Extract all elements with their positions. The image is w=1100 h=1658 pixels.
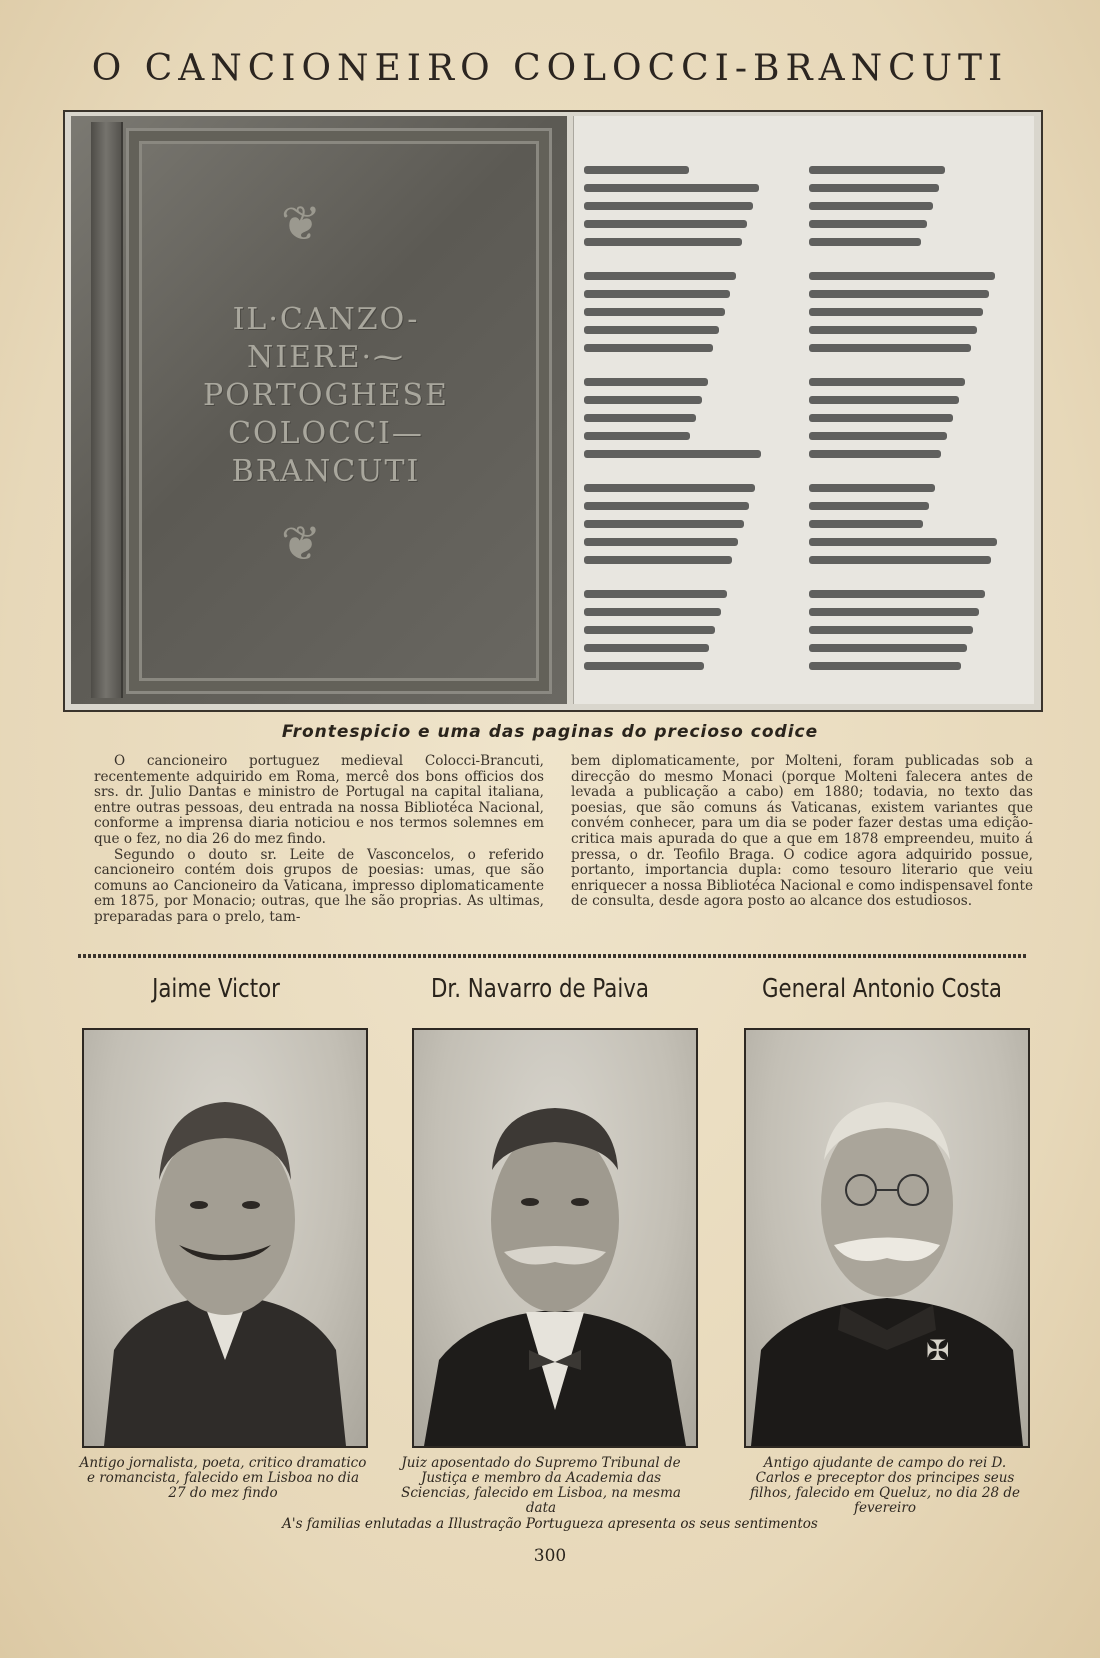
manuscript-stroke: [584, 166, 689, 174]
manuscript-page-image: [573, 116, 1034, 704]
book-cover-lettering: [151, 301, 501, 491]
manuscript-stroke: [584, 238, 742, 246]
manuscript-stroke: [809, 662, 961, 670]
manuscript-stroke: [584, 538, 738, 546]
manuscript-stroke: [809, 396, 959, 404]
manuscript-stroke: [809, 414, 953, 422]
manuscript-stroke: [584, 378, 708, 386]
manuscript-stroke: [584, 414, 696, 422]
manuscript-stroke: [809, 432, 947, 440]
portrait-bio-jaime-victor: Antigo jornalista, poeta, critico dramatico e romancista, falecido em Lisboa no dia 27 do mez findo: [79, 1455, 367, 1501]
codex-photograph: [63, 110, 1043, 712]
book-cover-image: [71, 116, 567, 704]
manuscript-stroke: [584, 184, 759, 192]
manuscript-stroke: [809, 202, 933, 210]
article-column-left: [94, 754, 544, 926]
manuscript-stroke: [584, 590, 727, 598]
article-title: O CANCIONEIRO COLOCCI-BRANCUTI: [91, 48, 1009, 89]
manuscript-stroke: [584, 220, 747, 228]
manuscript-stroke: [809, 378, 965, 386]
book-spine: [91, 122, 123, 698]
manuscript-stroke: [809, 308, 983, 316]
manuscript-stroke: [809, 184, 939, 192]
portrait-navarro-de-paiva: [412, 1028, 698, 1448]
cover-line: COLOCCI—: [228, 416, 424, 451]
manuscript-stroke: [809, 344, 971, 352]
portrait-bio-navarro-de-paiva: Juiz aposentado do Supremo Tribunal de Justiça e membro da Academia das Sciencias, falecido em Lisboa, na mesma data: [401, 1455, 681, 1516]
manuscript-stroke: [584, 450, 761, 458]
portrait-name-navarro-de-paiva: Dr. Navarro de Paiva: [431, 974, 649, 1004]
cover-line: NIERE·⁓: [246, 340, 406, 375]
manuscript-stroke: [809, 502, 929, 510]
paragraph: O cancioneiro portuguez medieval Colocci-Brancuti, recentemente adquirido em Roma, mercê dos bons officios dos srs. dr. Julio Dantas e ministro de Portugal na capital italiana, entre outras pessoas, deu entrada na nossa Bibliotéca Nacional, conforme a imprensa diaria noticiou e nos termos solemnes em que o fez, no dia 26 do mez findo.: [94, 753, 544, 847]
portrait-antonio-costa: [744, 1028, 1030, 1448]
cover-ornament-bottom-icon: ❦: [280, 518, 322, 571]
manuscript-stroke: [584, 556, 732, 564]
manuscript-stroke: [809, 608, 979, 616]
paragraph: Segundo o douto sr. Leite de Vasconcelos, o referido cancioneiro contém dois grupos de poesias: umas, que são comuns ao Cancioneiro da Vaticana, impresso diplomaticamente em 1875, por Monacio; outras, que lhe são proprias. As ultimas, preparadas para o prelo, tam-: [94, 846, 544, 925]
manuscript-stroke: [584, 608, 721, 616]
portrait-jaime-victor: [82, 1028, 368, 1448]
manuscript-stroke: [809, 326, 977, 334]
manuscript-stroke: [809, 538, 997, 546]
manuscript-stroke: [809, 220, 927, 228]
manuscript-stroke: [584, 662, 704, 670]
manuscript-stroke: [809, 272, 995, 280]
cover-line: PORTOGHESE: [203, 378, 449, 413]
manuscript-stroke: [584, 644, 709, 652]
manuscript-stroke: [584, 308, 725, 316]
portrait-bio-antonio-costa: Antigo ajudante de campo do rei D. Carlos e preceptor dos principes seus filhos, falecido em Queluz, no dia 28 de fevereiro: [750, 1455, 1020, 1516]
manuscript-stroke: [809, 166, 945, 174]
manuscript-stroke: [584, 502, 749, 510]
manuscript-stroke: [809, 626, 973, 634]
portrait-name-antonio-costa: General Antonio Costa: [761, 974, 1003, 1004]
manuscript-stroke: [809, 238, 921, 246]
manuscript-stroke: [584, 202, 753, 210]
manuscript-stroke: [584, 344, 713, 352]
section-divider: [78, 954, 1028, 958]
page-number: 300: [533, 1546, 567, 1566]
manuscript-stroke: [809, 290, 989, 298]
paragraph: bem diplomaticamente, por Molteni, foram publicadas sob a direcção do mesmo Monaci (porque Molteni falecera antes de levada a publicação a cabo) em 1880; todavia, no texto das poesias, que são comuns ás Vaticanas, existem variantes que convém conhecer, para um dia se poder fazer destas uma edição-critica mais apurada do que a que em 1878 empreendeu, muito á pressa, o dr. Teofilo Braga. O codice agora adquirido possue, portanto, importancia dupla: como tesouro literario que veiu enriquecer a nossa Bibliotéca Nacional e como indispensavel fonte de consulta, desde agora posto ao alcance dos estudiosos.: [571, 753, 1033, 910]
manuscript-stroke: [584, 520, 744, 528]
manuscript-stroke: [809, 644, 967, 652]
manuscript-stroke: [809, 556, 991, 564]
manuscript-stroke: [809, 520, 923, 528]
manuscript-stroke: [584, 396, 702, 404]
cover-ornament-top-icon: ❦: [280, 198, 322, 251]
manuscript-stroke: [584, 626, 715, 634]
cover-line: IL·CANZO-: [232, 302, 420, 337]
manuscript-stroke: [809, 590, 985, 598]
manuscript-stroke: [584, 272, 736, 280]
manuscript-stroke: [584, 290, 730, 298]
portrait-name-jaime-victor: Jaime Victor: [152, 974, 280, 1004]
image-caption: Frontespicio e uma das paginas do precioso codice: [281, 722, 819, 742]
manuscript-stroke: [584, 484, 755, 492]
manuscript-stroke: [584, 326, 719, 334]
manuscript-stroke: [809, 484, 935, 492]
manuscript-stroke: [809, 450, 941, 458]
cover-line: BRANCUTI: [231, 454, 421, 489]
manuscript-stroke: [584, 432, 690, 440]
article-column-right: [571, 754, 1033, 910]
condolence-note: A's familias enlutadas a Illustração Portugueza apresenta os seus sentimentos: [282, 1516, 818, 1532]
medal-icon: ✠: [926, 1334, 950, 1367]
